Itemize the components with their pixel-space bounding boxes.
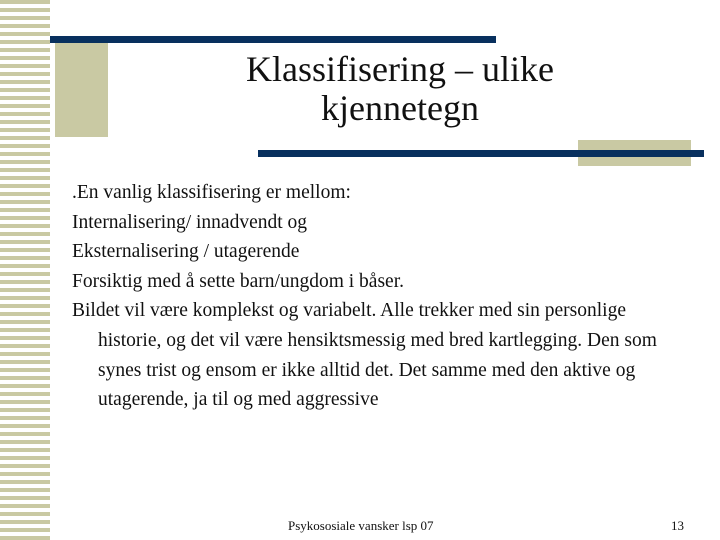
body-line-internalisering: Internalisering/ innadvendt og bbox=[72, 211, 308, 233]
title-rule-bottom bbox=[258, 150, 704, 157]
slide-title-line-2: kjennetegn bbox=[321, 88, 479, 128]
slide-body bbox=[72, 178, 692, 415]
body-line-forsiktig: Forsiktig med å sette barn/ungdom i båser. bbox=[72, 270, 404, 292]
body-paragraph-bildet: Bildet vil være komplekst og variabelt. Alle trekker med sin personlige historie, og det vil være hensiktsmessig med bred kartlegging. Den som synes trist og ensom er ikke alltid det. Det samme med den aktive og utagerende, ja til og med aggressive bbox=[72, 300, 657, 411]
body-line-intro: .En vanlig klassifisering er mellom: bbox=[72, 182, 351, 203]
slide-title-line-1: Klassifisering – ulike bbox=[246, 49, 554, 89]
decorative-block-left bbox=[55, 40, 108, 137]
body-line-eksternalisering: Eksternalisering / utagerende bbox=[72, 241, 300, 263]
footer-text: Psykososiale vansker lsp 07 bbox=[288, 518, 434, 533]
title-rule-top bbox=[50, 36, 496, 43]
page-number: 13 bbox=[671, 518, 684, 533]
decorative-stripes bbox=[0, 0, 50, 540]
slide-title bbox=[200, 50, 600, 128]
